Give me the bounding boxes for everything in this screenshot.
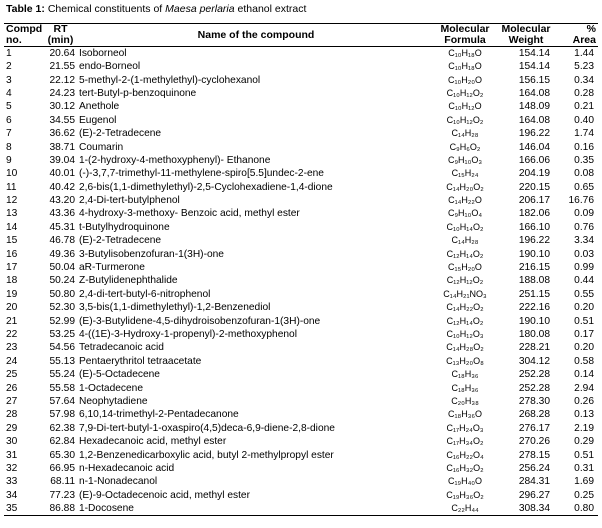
header-compd-line2: no. <box>6 34 22 46</box>
area-percent-cell: 0.58 <box>574 355 594 367</box>
area-percent-cell: 5.23 <box>574 61 594 73</box>
molecular-weight-cell: 220.15 <box>518 181 550 193</box>
molecular-formula-cell: C₁₀H₁₂O₂ <box>446 87 484 98</box>
header-rt-line1: RT <box>53 23 68 35</box>
retention-time-cell: 45.31 <box>49 221 75 233</box>
molecular-weight-cell: 196.22 <box>518 235 550 247</box>
compound-number-cell: 31 <box>6 449 18 461</box>
area-percent-cell: 0.76 <box>574 221 594 233</box>
area-percent-cell: 0.21 <box>574 101 594 113</box>
compound-number-cell: 8 <box>6 141 12 153</box>
molecular-formula-cell: C₁₀H₁₈O <box>448 61 482 72</box>
retention-time-cell: 50.80 <box>49 288 75 300</box>
molecular-weight-cell: 188.08 <box>518 275 550 287</box>
retention-time-cell: 52.99 <box>49 315 75 327</box>
molecular-formula-cell: C₁₄H₂₂O <box>448 195 482 206</box>
retention-time-cell: 40.01 <box>49 168 75 180</box>
molecular-formula-cell: C₂₂H₄₄ <box>434 502 496 516</box>
table-row <box>4 314 598 327</box>
table-row <box>4 247 598 260</box>
header-compd-no <box>4 24 43 47</box>
header-molecular-weight <box>496 24 556 47</box>
retention-time-cell: 20.64 <box>49 48 75 59</box>
compound-name-cell: (E)-2-Tetradecene <box>79 235 162 247</box>
compound-number-cell: 15 <box>6 235 18 247</box>
molecular-weight-cell: 308.34 <box>496 502 556 516</box>
molecular-formula-cell: C₁₀H₁₂O₃ <box>446 329 484 339</box>
compound-number-cell: 1 <box>6 48 12 59</box>
compound-number-cell: 4 <box>6 87 12 99</box>
compound-name-cell: 1-(2-hydroxy-4-methoxyphenyl)- Ethanone <box>79 154 271 166</box>
molecular-weight-cell: 182.06 <box>518 208 550 220</box>
table-row <box>4 381 598 394</box>
molecular-weight-cell: 180.08 <box>518 329 550 340</box>
compound-name-cell: endo-Borneol <box>79 61 141 73</box>
caption-species: Maesa perlaria <box>165 3 235 15</box>
compound-name-cell: n-1-Nonadecanol <box>79 476 158 488</box>
table-row <box>4 274 598 287</box>
compound-name-cell: n-Hexadecanoic acid <box>79 462 175 474</box>
header-area <box>556 24 598 47</box>
compound-number-cell: 33 <box>6 476 18 488</box>
constituents-table <box>4 23 598 516</box>
compound-number-cell: 6 <box>6 114 12 126</box>
compound-number-cell: 25 <box>6 369 18 381</box>
table-row <box>4 140 598 153</box>
compound-name-cell: 2,6-bis(1,1-dimethylethyl)-2,5-Cyclohexadiene-1,4-dione <box>79 181 333 193</box>
compound-number-cell: 35 <box>4 502 43 516</box>
header-compd-line1: Compd <box>6 23 43 35</box>
molecular-weight-cell: 154.14 <box>518 61 550 73</box>
table-row <box>4 462 598 475</box>
molecular-formula-cell: C₁₃H₂₀O₈ <box>446 355 484 366</box>
retention-time-cell: 77.23 <box>49 489 75 501</box>
compound-number-cell: 24 <box>6 355 18 367</box>
molecular-formula-cell: C₁₄H₂₈O₂ <box>446 342 484 353</box>
area-percent-cell: 16.76 <box>568 195 594 207</box>
molecular-weight-cell: 164.08 <box>518 114 550 126</box>
retention-time-cell: 50.24 <box>49 275 75 287</box>
retention-time-cell: 62.38 <box>49 422 75 434</box>
area-percent-cell: 0.16 <box>574 141 594 153</box>
molecular-weight-cell: 216.15 <box>518 262 550 274</box>
area-percent-cell: 0.20 <box>574 302 594 314</box>
compound-number-cell: 5 <box>6 101 12 113</box>
compound-name-cell: tert-Butyl-p-benzoquinone <box>79 87 197 99</box>
table-row <box>4 301 598 314</box>
table-row <box>4 181 598 194</box>
compound-name-cell: (E)-9-Octadecenoic acid, methyl ester <box>79 489 250 501</box>
area-percent-cell: 1.69 <box>574 476 594 488</box>
table-row <box>4 408 598 421</box>
retention-time-cell: 68.11 <box>50 476 75 488</box>
table-row <box>4 167 598 180</box>
header-compound-name: Name of the compound <box>197 28 315 41</box>
molecular-formula-cell: C₁₈H₃₆O <box>447 409 483 420</box>
retention-time-cell: 24.23 <box>49 87 75 99</box>
molecular-formula-cell: C₁₉H₄₀O <box>447 476 482 487</box>
retention-time-cell: 30.12 <box>49 101 75 113</box>
compound-name-cell: 2,4-Di-tert-butylphenol <box>79 195 180 207</box>
molecular-formula-cell: C₁₄H₂₈ <box>451 235 479 246</box>
molecular-formula-cell: C₁₄H₂₂O₂ <box>446 302 484 313</box>
molecular-weight-cell: 190.10 <box>518 248 550 260</box>
molecular-weight-cell: 146.04 <box>518 141 550 153</box>
molecular-weight-cell: 164.08 <box>518 87 550 99</box>
retention-time-cell: 38.71 <box>49 141 75 153</box>
header-formula-line1: Molecular <box>440 23 490 35</box>
compound-name-cell: 4-((1E)-3-Hydroxy-1-propenyl)-2-methoxyphenol <box>79 329 297 340</box>
molecular-formula-cell: C₁₈H₃₆ <box>451 382 479 393</box>
compound-number-cell: 12 <box>6 195 18 207</box>
molecular-formula-cell: C₁₉H₃₆O₂ <box>446 489 484 500</box>
area-percent-cell: 0.03 <box>574 248 594 260</box>
compound-name-cell: 2,4-di-tert-butyl-6-nitrophenol <box>79 288 211 300</box>
compound-name-cell: Isoborneol <box>79 48 127 59</box>
area-percent-cell: 0.40 <box>574 114 594 126</box>
molecular-weight-cell: 304.12 <box>518 355 550 367</box>
compound-name-cell: (E)-3-Butylidene-4,5-dihydroisobenzofuran-1(3H)-one <box>79 315 321 327</box>
area-percent-cell: 0.09 <box>574 208 594 220</box>
molecular-weight-cell: 270.26 <box>518 436 550 448</box>
molecular-weight-cell: 251.15 <box>518 288 550 300</box>
area-percent-cell: 0.14 <box>574 369 594 381</box>
table-row <box>4 475 598 488</box>
retention-time-cell: 49.36 <box>49 248 75 260</box>
compound-name-cell: Hexadecanoic acid, methyl ester <box>79 436 227 448</box>
compound-name-cell: t-Butylhydroquinone <box>79 221 170 233</box>
molecular-weight-cell: 252.28 <box>518 369 550 381</box>
retention-time-cell: 86.88 <box>43 502 78 516</box>
compound-number-cell: 3 <box>6 74 12 86</box>
compound-number-cell: 27 <box>6 395 18 407</box>
compound-name-cell: (E)-2-Tetradecene <box>79 128 162 140</box>
retention-time-cell: 40.42 <box>49 181 75 193</box>
retention-time-cell: 57.98 <box>49 409 75 421</box>
compound-name-cell: Z-Butylidenephthalide <box>79 275 178 287</box>
compound-name-cell: (E)-5-Octadecene <box>79 369 160 381</box>
compound-name-cell: 1,2-Benzenedicarboxylic acid, butyl 2-methylpropyl ester <box>79 449 334 461</box>
retention-time-cell: 57.64 <box>49 395 75 407</box>
compound-number-cell: 20 <box>6 302 18 314</box>
retention-time-cell: 65.30 <box>49 449 75 461</box>
table-row <box>4 194 598 207</box>
area-percent-cell: 0.31 <box>574 462 594 474</box>
molecular-formula-cell: C₁₄H₂₀O₂ <box>446 181 484 192</box>
retention-time-cell: 22.12 <box>49 74 75 86</box>
area-percent-cell: 0.26 <box>574 395 594 407</box>
area-percent-cell: 0.29 <box>574 436 594 448</box>
compound-number-cell: 21 <box>6 315 18 327</box>
area-percent-cell: 0.35 <box>574 154 594 166</box>
header-formula-line2: Formula <box>444 34 486 46</box>
caption-label: Table 1: <box>6 3 45 15</box>
table-row <box>4 127 598 140</box>
area-percent-cell: 0.08 <box>574 168 594 180</box>
header-area-line2: Area <box>572 34 596 46</box>
table-row <box>4 341 598 354</box>
table-row <box>4 73 598 86</box>
molecular-formula-cell: C₁₆H₃₂O₂ <box>446 462 484 473</box>
header-rt <box>43 24 78 47</box>
table-row <box>4 368 598 381</box>
molecular-weight-cell: 252.28 <box>518 382 550 394</box>
retention-time-cell: 52.30 <box>49 302 75 314</box>
compound-name-cell: Pentaerythritol tetraacetate <box>79 355 202 367</box>
compound-number-cell: 28 <box>6 409 18 421</box>
header-weight-line2: Weight <box>508 34 544 46</box>
compound-number-cell: 22 <box>6 329 18 340</box>
molecular-formula-cell: C₁₅H₂₄ <box>451 168 479 179</box>
molecular-formula-cell: C₉H₆O₂ <box>449 141 481 152</box>
table-row <box>4 60 598 73</box>
compound-number-cell: 19 <box>6 288 18 300</box>
compound-number-cell: 18 <box>6 275 18 287</box>
molecular-weight-cell: 278.30 <box>518 395 550 407</box>
table-row <box>4 87 598 100</box>
caption-suffix: ethanol extract <box>234 3 307 15</box>
molecular-formula-cell: C₂₀H₃₈ <box>451 395 479 406</box>
table-row <box>4 261 598 274</box>
molecular-weight-cell: 222.16 <box>518 302 550 314</box>
compound-name-cell: 4-hydroxy-3-methoxy- Benzoic acid, methyl ester <box>79 208 300 220</box>
area-percent-cell: 0.25 <box>574 489 594 501</box>
molecular-formula-cell: C₁₀H₁₂O <box>448 101 482 112</box>
table-row <box>4 154 598 167</box>
retention-time-cell: 39.04 <box>49 154 75 166</box>
table-row <box>4 328 598 341</box>
compound-number-cell: 7 <box>6 128 12 140</box>
area-percent-cell: 0.55 <box>574 288 594 300</box>
table-body <box>4 47 598 516</box>
molecular-weight-cell: 206.17 <box>518 195 550 207</box>
area-percent-cell: 0.13 <box>574 409 594 421</box>
retention-time-cell: 62.84 <box>49 436 75 448</box>
compound-number-cell: 16 <box>6 248 18 260</box>
molecular-weight-cell: 190.10 <box>518 315 550 327</box>
table-row <box>4 100 598 113</box>
compound-number-cell: 26 <box>6 382 18 394</box>
molecular-weight-cell: 296.27 <box>518 489 550 501</box>
retention-time-cell: 43.36 <box>49 208 75 220</box>
area-percent-cell: 2.94 <box>574 382 594 394</box>
molecular-weight-cell: 166.10 <box>518 221 550 233</box>
retention-time-cell: 55.24 <box>49 369 75 381</box>
retention-time-cell: 36.62 <box>49 128 75 140</box>
molecular-weight-cell: 276.17 <box>518 422 550 434</box>
table-row <box>4 502 598 516</box>
molecular-weight-cell: 148.09 <box>518 101 550 113</box>
molecular-formula-cell: C₁₄H₂₈ <box>451 128 479 139</box>
retention-time-cell: 54.56 <box>49 342 75 354</box>
table-row <box>4 489 598 502</box>
retention-time-cell: 50.04 <box>49 262 75 274</box>
molecular-formula-cell: C₁₀H₂₀O <box>447 74 482 85</box>
table-row <box>4 448 598 461</box>
table-row <box>4 422 598 435</box>
table-row <box>4 114 598 127</box>
table-header <box>4 24 598 47</box>
header-molecular-formula <box>434 24 496 47</box>
area-percent-cell: 0.99 <box>574 262 594 274</box>
compound-number-cell: 32 <box>6 462 18 474</box>
molecular-weight-cell: 196.22 <box>518 128 550 140</box>
table-row <box>4 355 598 368</box>
area-percent-cell: 2.19 <box>574 422 594 434</box>
header-weight-line1: Molecular <box>501 23 551 35</box>
compound-name-cell: Anethole <box>79 101 120 113</box>
area-percent-cell: 0.51 <box>574 315 594 327</box>
molecular-weight-cell: 284.31 <box>518 476 550 488</box>
molecular-weight-cell: 166.06 <box>518 154 550 166</box>
molecular-weight-cell: 154.14 <box>518 48 550 59</box>
retention-time-cell: 53.25 <box>49 329 75 340</box>
compound-name-cell: 6,10,14-trimethyl-2-Pentadecanone <box>79 409 239 421</box>
molecular-formula-cell: C₁₇H₃₄O₂ <box>446 436 484 447</box>
compound-number-cell: 10 <box>6 168 18 180</box>
area-percent-cell: 0.34 <box>574 74 594 86</box>
area-percent-cell: 3.34 <box>574 235 594 247</box>
area-percent-cell: 0.20 <box>574 342 594 354</box>
caption-text: Chemical constituents of <box>44 3 166 15</box>
compound-number-cell: 14 <box>6 221 18 233</box>
retention-time-cell: 55.58 <box>49 382 75 394</box>
table-row <box>4 395 598 408</box>
table-row <box>4 47 598 61</box>
retention-time-cell: 55.13 <box>49 355 75 367</box>
retention-time-cell: 46.78 <box>49 235 75 247</box>
molecular-formula-cell: C₁₀H₁₂O₂ <box>446 114 484 125</box>
table-row <box>4 207 598 220</box>
molecular-formula-cell: C₉H₁₀O₄ <box>447 208 482 219</box>
compound-name-cell: Neophytadiene <box>79 395 148 407</box>
molecular-weight-cell: 278.15 <box>518 449 550 461</box>
molecular-weight-cell: 256.24 <box>518 462 550 474</box>
compound-number-cell: 2 <box>6 61 12 73</box>
table-row <box>4 234 598 247</box>
compound-number-cell: 11 <box>6 181 17 193</box>
compound-number-cell: 9 <box>6 154 12 166</box>
header-rt-line2: (min) <box>47 34 74 46</box>
molecular-formula-cell: C₁₂H₁₄O₂ <box>446 315 484 326</box>
compound-name-cell: 5-methyl-2-(1-methylethyl)-cyclohexanol <box>79 74 261 86</box>
compound-name-cell: 3-Butylisobenzofuran-1(3H)-one <box>79 248 224 260</box>
molecular-weight-cell: 204.19 <box>518 168 550 180</box>
area-percent-cell: 0.28 <box>574 87 594 99</box>
compound-name-cell: Eugenol <box>79 114 117 126</box>
compound-name-cell: 1-Docosene <box>78 502 434 516</box>
molecular-formula-cell: C₁₇H₂₄O₃ <box>446 422 484 433</box>
compound-number-cell: 13 <box>6 208 18 220</box>
compound-name-cell: Tetradecanoic acid <box>79 342 164 354</box>
area-percent-cell: 1.44 <box>574 48 594 59</box>
compound-name-cell: 3,5-bis(1,1-dimethylethyl)-1,2-Benzenediol <box>79 302 271 314</box>
compound-name-cell: Coumarin <box>79 141 124 153</box>
molecular-formula-cell: C₁₂H₁₂O₂ <box>446 275 484 286</box>
molecular-formula-cell: C₉H₁₀O₃ <box>447 154 482 165</box>
compound-name-cell: 1-Octadecene <box>79 382 143 394</box>
compound-name-cell: (-)-3,7,7-trimethyl-11-methylene-spiro[5.5]undec-2-ene <box>79 168 324 180</box>
retention-time-cell: 34.55 <box>49 114 75 126</box>
table-row <box>4 221 598 234</box>
area-percent-cell: 0.17 <box>574 329 594 340</box>
header-area-line1: % <box>586 23 596 35</box>
molecular-weight-cell: 268.28 <box>518 409 550 421</box>
molecular-formula-cell: C₁₅H₂₀O <box>448 262 482 273</box>
area-percent-cell: 1.74 <box>574 128 594 140</box>
compound-number-cell: 17 <box>6 262 18 274</box>
retention-time-cell: 21.55 <box>49 61 75 73</box>
compound-number-cell: 34 <box>6 489 18 501</box>
molecular-formula-cell: C₁₀H₁₈O <box>448 48 482 58</box>
area-percent-cell: 0.80 <box>556 502 598 516</box>
molecular-formula-cell: C₁₂H₁₄O₂ <box>446 248 484 259</box>
retention-time-cell: 43.20 <box>49 195 75 207</box>
molecular-formula-cell: C₁₈H₃₆ <box>451 369 479 380</box>
table-row <box>4 288 598 301</box>
molecular-formula-cell: C₁₄H₂₁NO₃ <box>443 288 487 299</box>
compound-number-cell: 29 <box>6 422 18 434</box>
table-caption <box>6 3 306 15</box>
molecular-formula-cell: C₁₀H₁₄O₂ <box>446 221 484 232</box>
compound-number-cell: 30 <box>6 436 18 448</box>
compound-number-cell: 23 <box>6 342 18 354</box>
area-percent-cell: 0.44 <box>574 275 594 287</box>
molecular-weight-cell: 156.15 <box>518 74 550 86</box>
molecular-formula-cell: C₁₆H₂₂O₄ <box>446 449 484 460</box>
retention-time-cell: 66.95 <box>49 462 75 474</box>
area-percent-cell: 0.65 <box>574 181 594 193</box>
compound-name-cell: aR-Turmerone <box>79 262 145 274</box>
molecular-weight-cell: 228.21 <box>518 342 550 354</box>
area-percent-cell: 0.51 <box>574 449 594 461</box>
compound-name-cell: 7,9-Di-tert-butyl-1-oxaspiro(4,5)deca-6,9-diene-2,8-dione <box>79 422 335 434</box>
table-row <box>4 435 598 448</box>
